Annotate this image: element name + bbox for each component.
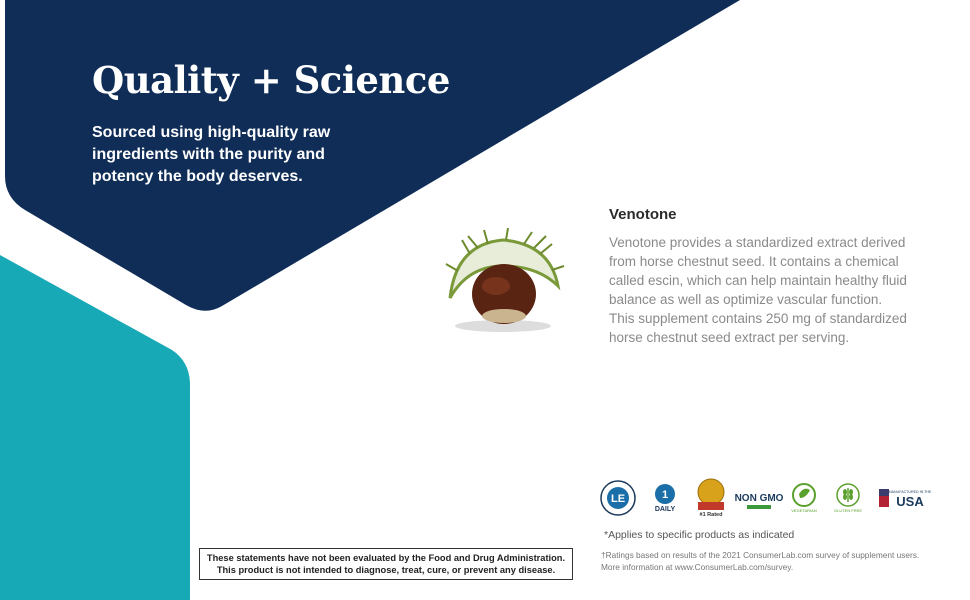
one-daily-number: 1 [661,489,669,501]
horse-chestnut-icon [438,226,568,336]
fda-disclaimer-line1: These statements have not been evaluated by the Food and Drug Administration. [206,553,566,563]
le-quality-seal-icon [600,480,636,516]
one-daily-label: DAILY [654,506,676,513]
award-text: #1 Rated [699,511,723,518]
vegetarian-icon [790,482,818,514]
consumerlab-award-icon [694,478,728,518]
usa-label-text: MANUFACTURED IN THE [888,489,932,494]
gluten-free-text: GLUTEN FREE [833,507,863,513]
non-gmo-icon [734,484,784,512]
le-seal-text: LE [610,492,626,505]
product-title: Venotone [609,206,677,223]
applies-footnote: *Applies to specific products as indicated [604,529,795,541]
gluten-free-icon [834,482,862,514]
hero-subhead: Sourced using high-quality raw ingredients with the purity and potency the body deserves. [92,124,331,185]
usa-text: USA [896,493,924,509]
hero-headline: Quality + Science [92,58,450,102]
fda-disclaimer-line2: This product is not intended to diagnose, treat, cure, or prevent any disease. [216,565,556,575]
vegetarian-text: VEGETARIAN [791,507,817,513]
product-description: Venotone provides a standardized extract derived from horse chestnut seed. It contains a chemical called escin, which can help maintain healthy fluid balance as well as optimize vascular function. This supplement contains 250 mg of standardized horse chestnut seed extract per serving. [609,235,907,345]
ratings-footnote: †Ratings based on results of the 2021 ConsumerLab.com survey of supplement users. More information at www.ConsumerLab.com/survey. [601,550,920,572]
non-gmo-text: NON GMO [734,492,784,504]
made-in-usa-icon [878,485,930,511]
fda-disclaimer [199,548,573,580]
teal-panel [0,255,190,600]
one-daily-icon [652,482,678,513]
certification-badges [600,470,930,525]
